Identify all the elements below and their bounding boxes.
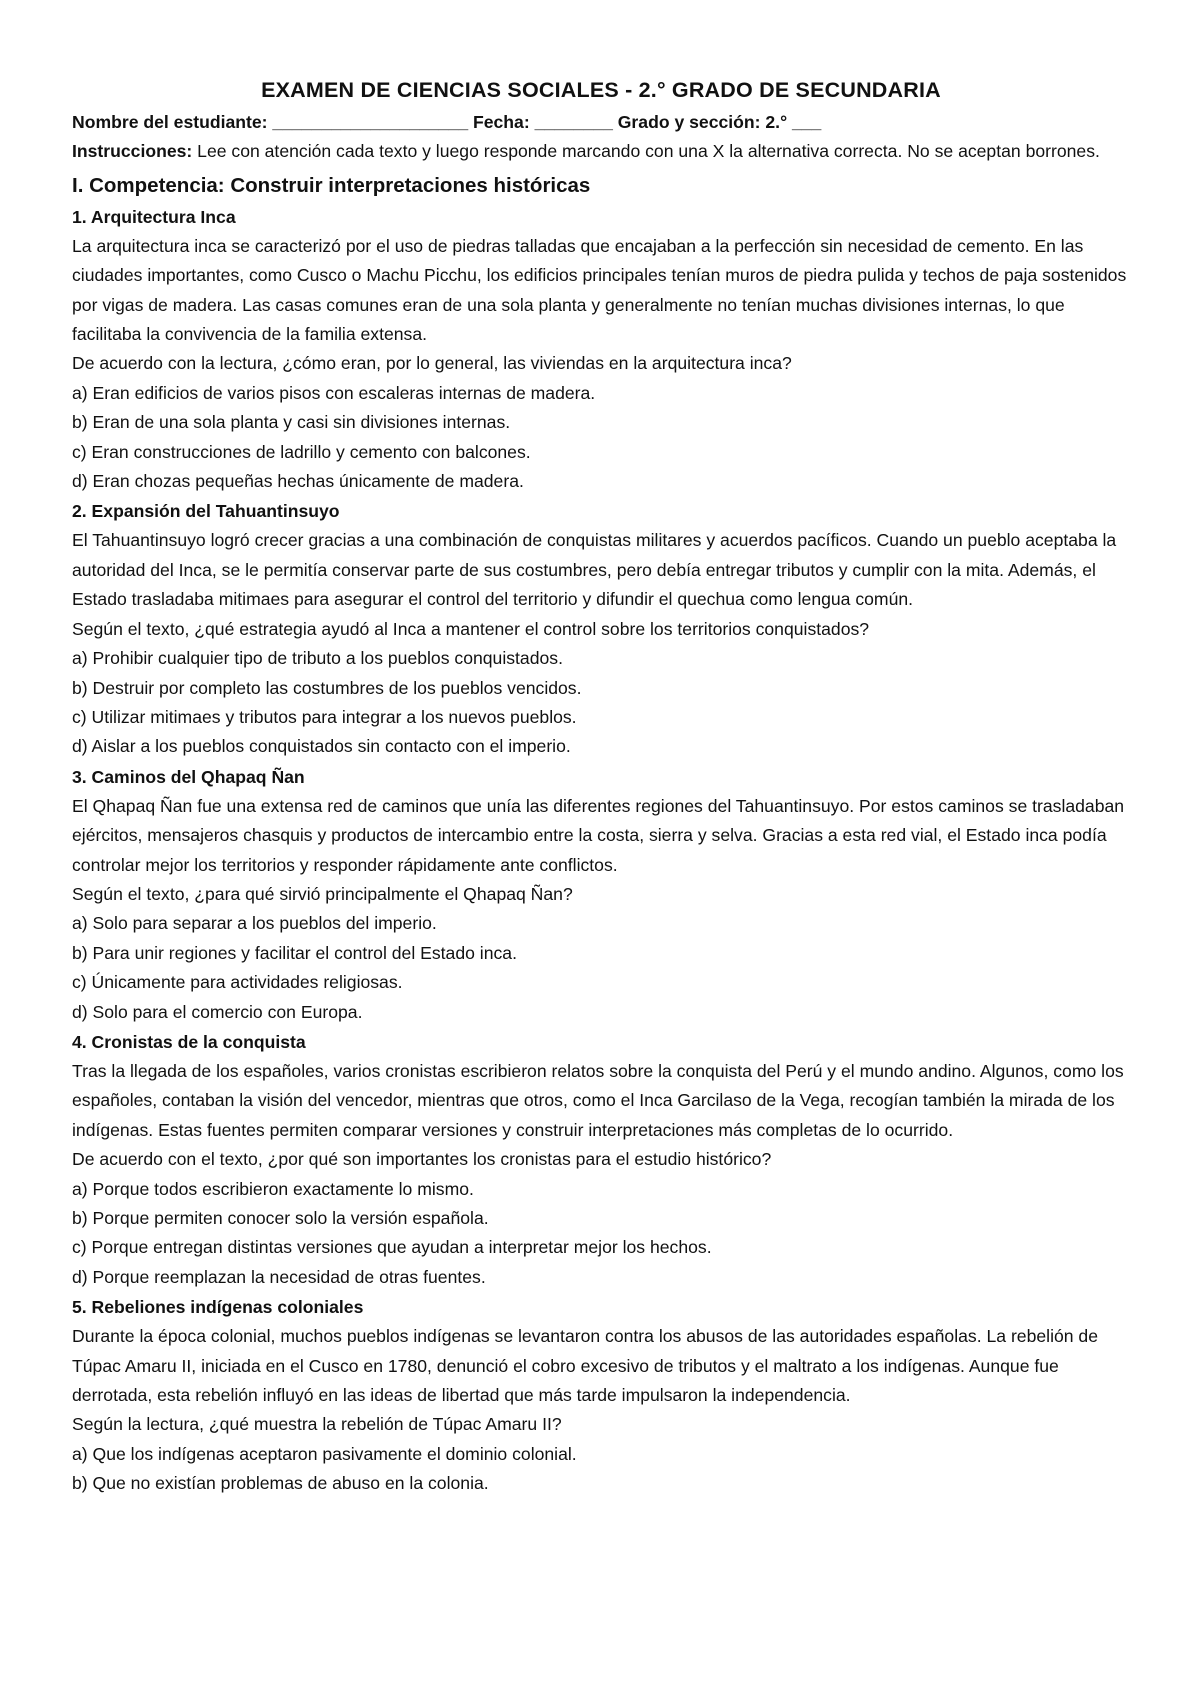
- option-d[interactable]: d) Porque reemplazan la necesidad de otras fuentes.: [72, 1266, 486, 1287]
- question-title: 1. Arquitectura Inca: [72, 206, 236, 227]
- question-reading: El Tahuantinsuyo logró crecer gracias a una combinación de conquistas militares y acuerdos pacíficos. Cuando un pueblo aceptaba la autoridad del Inca, se le permitía conservar parte de sus costumbres, pero debía entregar tributos y cumplir con la mita. Además, el Estado trasladaba mitimaes para asegurar el control del territorio y difundir el quechua como lengua común.: [72, 530, 1117, 610]
- question-title: 4. Cronistas de la conquista: [72, 1031, 306, 1052]
- question-title: 2. Expansión del Tahuantinsuyo: [72, 501, 340, 522]
- question-prompt: De acuerdo con la lectura, ¿cómo eran, por lo general, las viviendas en la arquitectura inca?: [72, 353, 792, 374]
- option-c[interactable]: c) Porque entregan distintas versiones que ayudan a interpretar mejor los hechos.: [72, 1237, 712, 1258]
- options-list: [72, 379, 1130, 497]
- question-prompt: Según el texto, ¿qué estrategia ayudó al Inca a mantener el control sobre los territorios conquistados?: [72, 618, 870, 639]
- option-b[interactable]: b) Eran de una sola planta y casi sin divisiones internas.: [72, 412, 511, 433]
- question-reading: La arquitectura inca se caracterizó por el uso de piedras talladas que encajaban a la perfección sin necesidad de cemento. En las ciudades importantes, como Cusco o Machu Picchu, los edificios principales tenían muros de piedra pulida y techos de paja sostenidos por vigas de madera. Las casas comunes eran de una sola planta y generalmente no tenían muchas divisiones internas, lo que facilitaba la convivencia de la familia extensa.: [72, 235, 1127, 345]
- option-c[interactable]: c) Eran construcciones de ladrillo y cemento con balcones.: [72, 441, 531, 462]
- option-b[interactable]: b) Que no existían problemas de abuso en la colonia.: [72, 1473, 489, 1494]
- question-3: [72, 762, 1130, 1027]
- option-b[interactable]: b) Destruir por completo las costumbres de los pueblos vencidos.: [72, 677, 582, 698]
- option-b[interactable]: b) Para unir regiones y facilitar el control del Estado inca.: [72, 942, 517, 963]
- option-d[interactable]: d) Eran chozas pequeñas hechas únicamente de madera.: [72, 471, 524, 492]
- question-prompt: Según el texto, ¿para qué sirvió principalmente el Qhapaq Ñan?: [72, 883, 573, 904]
- student-info-line: Nombre del estudiante: ____________________ Fecha: ________ Grado y sección: 2.° ___: [72, 112, 822, 132]
- option-c[interactable]: c) Utilizar mitimaes y tributos para integrar a los nuevos pueblos.: [72, 706, 577, 727]
- option-a[interactable]: a) Eran edificios de varios pisos con escaleras internas de madera.: [72, 382, 596, 403]
- question-5: [72, 1292, 1130, 1498]
- question-4: [72, 1027, 1130, 1292]
- question-prompt: De acuerdo con el texto, ¿por qué son importantes los cronistas para el estudio histórico?: [72, 1149, 772, 1170]
- question-reading: El Qhapaq Ñan fue una extensa red de caminos que unía las diferentes regiones del Tahuantinsuyo. Por estos caminos se trasladaban ejércitos, mensajeros chasquis y productos de intercambio entre la costa, sierra y selva. Gracias a esta red vial, el Estado inca podía controlar mejor los territorios y responder rápidamente ante conflictos.: [72, 795, 1125, 875]
- option-d[interactable]: d) Solo para el comercio con Europa.: [72, 1001, 363, 1022]
- question-prompt: Según la lectura, ¿qué muestra la rebelión de Túpac Amaru II?: [72, 1414, 562, 1435]
- instructions-label: Instrucciones:: [72, 141, 193, 162]
- question-2: [72, 496, 1130, 761]
- question-reading: Durante la época colonial, muchos pueblos indígenas se levantaron contra los abusos de las autoridades españolas. La rebelión de Túpac Amaru II, iniciada en el Cusco en 1780, denunció el cobro excesivo de tributos y el maltrato a los indígenas. Aunque fue derrotada, esta rebelión influyó en las ideas de libertad que más tarde impulsaron la independencia.: [72, 1326, 1099, 1406]
- question-1: [72, 202, 1130, 497]
- instructions: [72, 137, 1130, 166]
- question-title: 5. Rebeliones indígenas coloniales: [72, 1297, 364, 1318]
- exam-title: EXAMEN DE CIENCIAS SOCIALES - 2.° GRADO DE SECUNDARIA: [261, 78, 941, 102]
- section-heading: I. Competencia: Construir interpretaciones históricas: [72, 173, 591, 197]
- option-a[interactable]: a) Porque todos escribieron exactamente lo mismo.: [72, 1178, 474, 1199]
- question-title: 3. Caminos del Qhapaq Ñan: [72, 766, 305, 787]
- instructions-text: Lee con atención cada texto y luego responde marcando con una X la alternativa correcta. No se aceptan borrones.: [192, 141, 1100, 162]
- options-list: [72, 1175, 1130, 1293]
- option-b[interactable]: b) Porque permiten conocer solo la versión española.: [72, 1208, 489, 1228]
- question-reading: Tras la llegada de los españoles, varios cronistas escribieron relatos sobre la conquista del Perú y el mundo andino. Algunos, como los españoles, contaban la visión del vencedor, mientras que otros, como el Inca Garcilaso de la Vega, recogían también la mirada de los indígenas. Estas fuentes permiten comparar versiones y construir interpretaciones más completas de lo ocurrido.: [72, 1060, 1124, 1140]
- options-list: [72, 644, 1130, 762]
- option-a[interactable]: a) Solo para separar a los pueblos del imperio.: [72, 913, 437, 934]
- options-list: [72, 909, 1130, 1027]
- option-a[interactable]: a) Prohibir cualquier tipo de tributo a los pueblos conquistados.: [72, 648, 563, 669]
- option-c[interactable]: c) Únicamente para actividades religiosas.: [72, 972, 403, 993]
- option-a[interactable]: a) Que los indígenas aceptaron pasivamente el dominio colonial.: [72, 1443, 577, 1464]
- options-list: [72, 1440, 1130, 1499]
- option-d[interactable]: d) Aislar a los pueblos conquistados sin contacto con el imperio.: [72, 736, 571, 757]
